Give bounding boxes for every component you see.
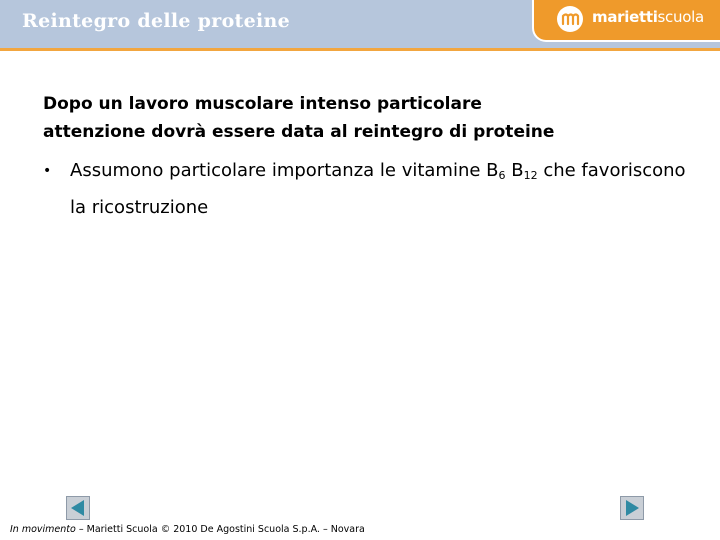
vitamin-subscript-12: 12 xyxy=(523,169,538,182)
bullet-text-after: che favoriscono la ricostruzione xyxy=(70,160,686,218)
bullet-dot: • xyxy=(43,163,52,179)
logo-text-bold: marietti xyxy=(592,8,658,26)
heading-line-2: attenzione dovrà essere data al reintegro di proteine xyxy=(43,122,555,142)
footer-credits: – Marietti Scuola © 2010 De Agostini Scuola S.p.A. – Novara xyxy=(75,524,365,535)
slide-heading xyxy=(43,90,693,146)
next-slide-button[interactable] xyxy=(620,496,644,520)
heading-line-1: Dopo un lavoro muscolare intenso particolare xyxy=(43,94,482,114)
vitamin-subscript-6: 6 xyxy=(498,169,506,182)
bullet-text-mid: B xyxy=(505,160,524,181)
slide-title: Reintegro delle proteine xyxy=(22,10,291,32)
arrow-left-icon xyxy=(67,497,89,519)
marietti-logo-icon xyxy=(556,5,584,33)
publisher-logo xyxy=(532,0,720,42)
arrow-right-icon xyxy=(621,497,643,519)
slide-footer xyxy=(10,524,365,535)
header-divider xyxy=(0,48,720,51)
logo-text-light: scuola xyxy=(657,8,704,26)
bullet-text-before: Assumono particolare importanza le vitamine B xyxy=(70,160,499,181)
logo-wordmark xyxy=(592,8,704,26)
bullet-text xyxy=(70,155,690,224)
footer-book-title: In movimento xyxy=(10,524,76,535)
previous-slide-button[interactable] xyxy=(66,496,90,520)
